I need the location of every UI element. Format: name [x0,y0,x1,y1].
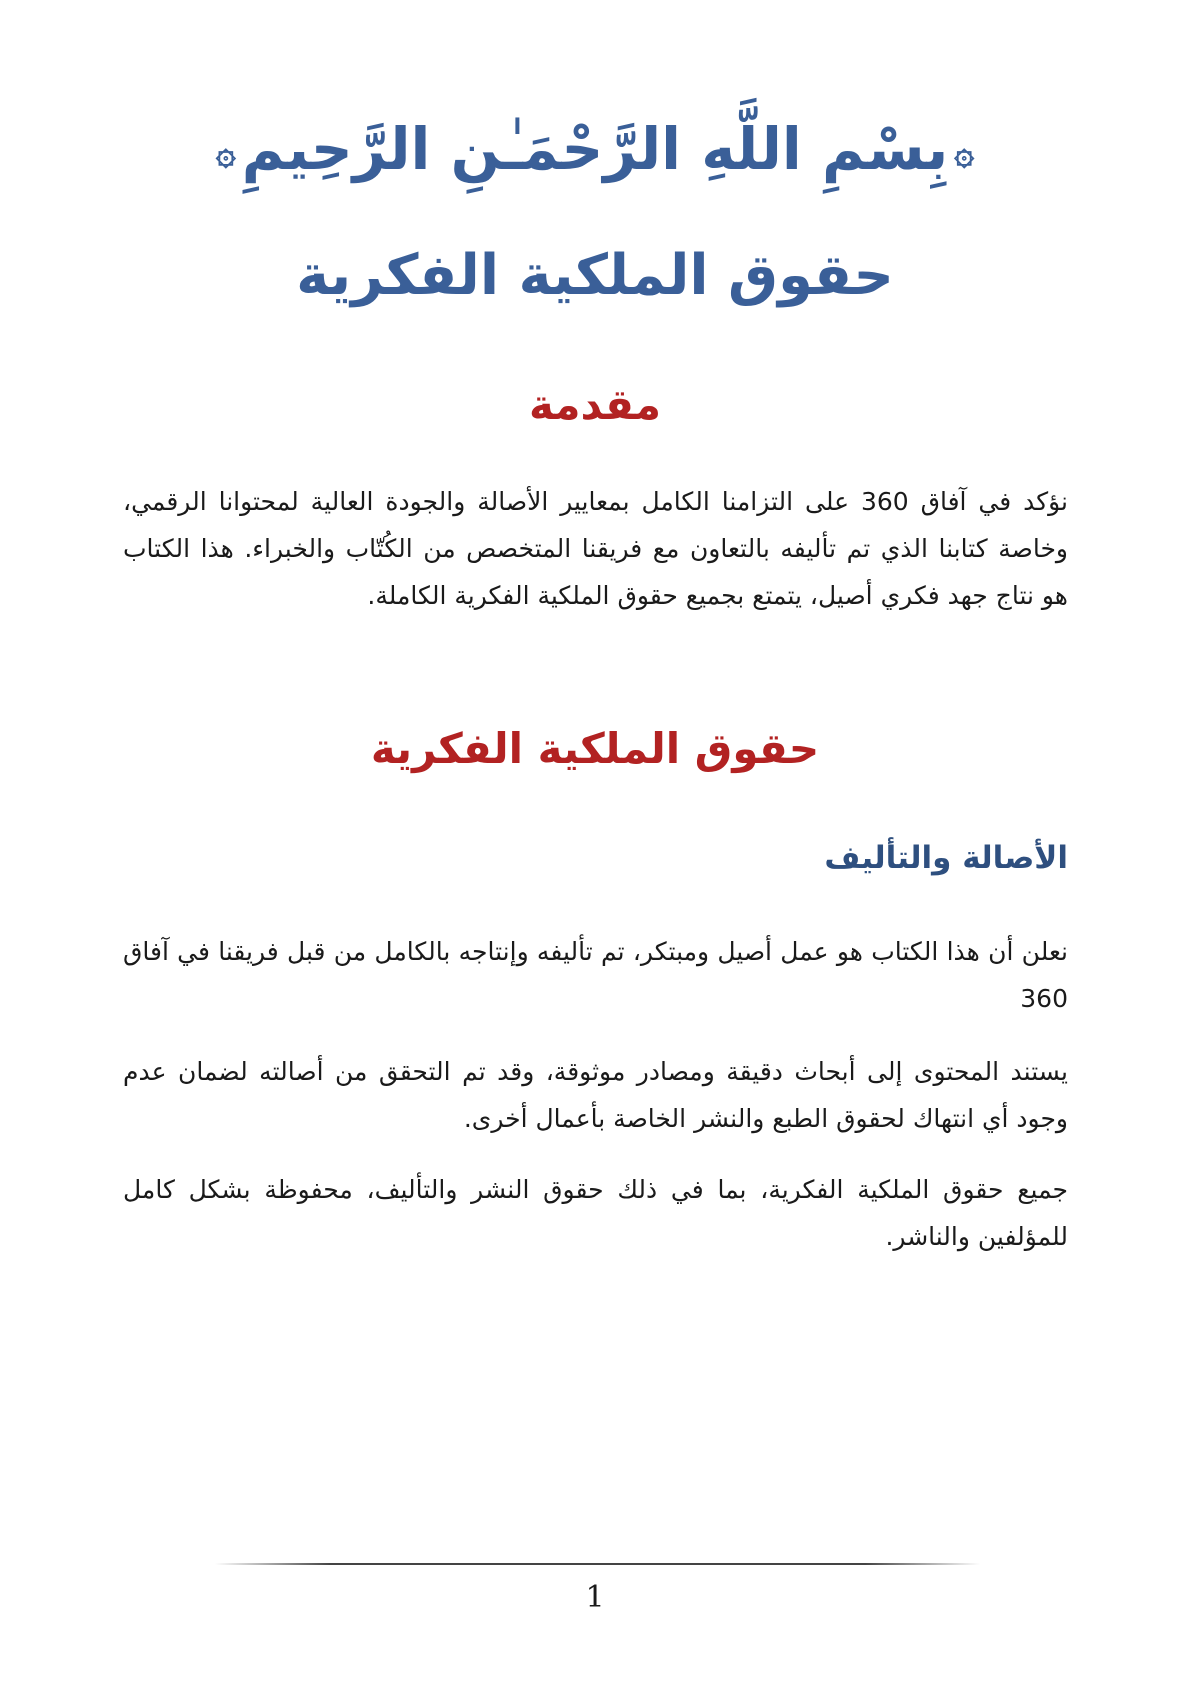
ip-paragraph-1: نعلن أن هذا الكتاب هو عمل أصيل ومبتكر، تم تأليفه وإنتاجه بالكامل من قبل فريقنا في آفاق 360 [123,937,1068,1013]
ornament-right-icon: ۞ [954,132,975,173]
page-title: حقوق الملكية الفكرية [296,243,894,308]
ip-section-heading: حقوق الملكية الفكرية [370,724,820,773]
page-number: 1 [585,1580,605,1615]
ornament-left-icon: ۞ [215,132,236,173]
ip-paragraph-3: جميع حقوق الملكية الفكرية، بما في ذلك حقوق النشر والتأليف، محفوظة بشكل كامل للمؤلفين والناشر. [123,1175,1068,1251]
intro-heading: مقدمة [529,380,661,429]
basmala-heading [0,112,1190,187]
footer-divider [215,1563,980,1565]
originality-subheading: الأصالة والتأليف [824,840,1068,876]
intro-paragraph: نؤكد في آفاق 360 على التزامنا الكامل بمعايير الأصالة والجودة العالية لمحتوانا الرقمي، وخاصة كتابنا الذي تم تأليفه بالتعاون مع فريقنا المتخصص من الكُتّاب والخبراء. هذا الكتاب هو نتاج جهد فكري أصيل، يتمتع بجميع حقوق الملكية الفكرية الكاملة. [123,487,1069,610]
ip-paragraph-2: يستند المحتوى إلى أبحاث دقيقة ومصادر موثوقة، وقد تم التحقق من أصالته لضمان عدم وجود أي انتهاك لحقوق الطبع والنشر الخاصة بأعمال أخرى. [123,1057,1068,1133]
basmala-text: بِسْمِ اللَّهِ الرَّحْمَـٰنِ الرَّحِيمِ [241,115,949,183]
